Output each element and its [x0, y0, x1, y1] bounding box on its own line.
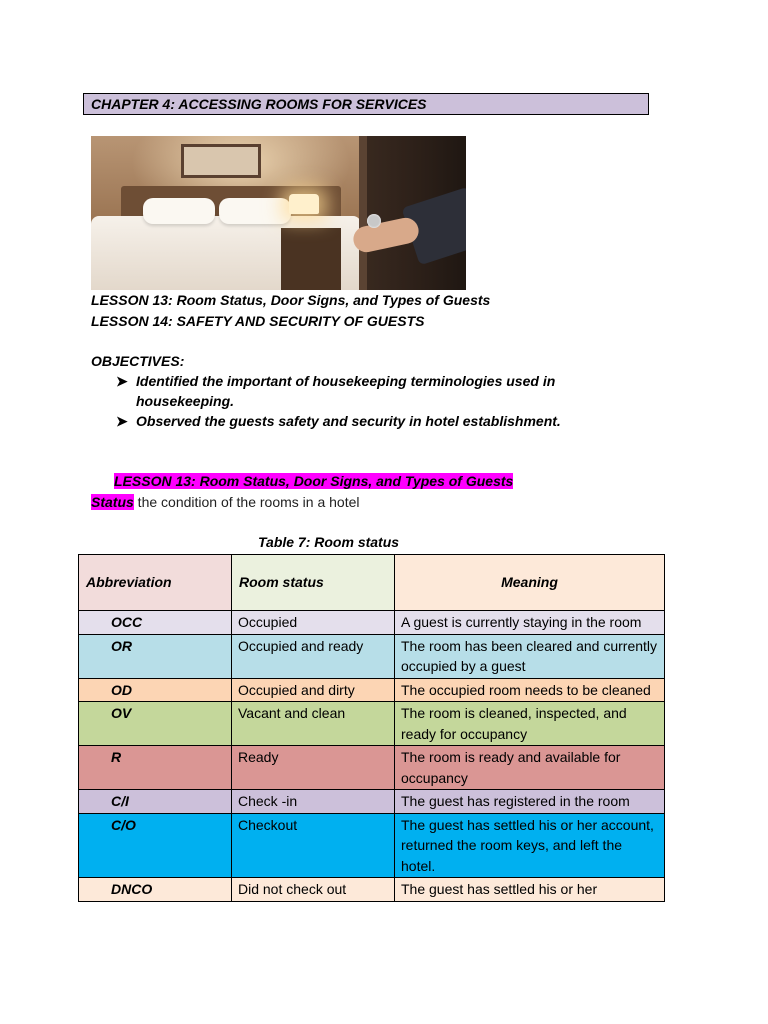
lesson-13-heading	[114, 471, 513, 491]
chapter-title: CHAPTER 4: ACCESSING ROOMS FOR SERVICES	[83, 93, 649, 115]
meaning-cell: The room is cleaned, inspected, and ready for occupancy	[395, 702, 665, 746]
table-row	[79, 678, 665, 702]
lesson-13-heading-text: LESSON 13: Room Status, Door Signs, and Types of Guests	[114, 473, 514, 489]
room-status-cell: Check -in	[232, 790, 395, 814]
arrowhead-bullet-icon: ➤	[116, 413, 128, 429]
abbreviation-cell: R	[79, 746, 232, 790]
table-caption: Table 7: Room status	[258, 534, 400, 550]
room-status-cell: Occupied	[232, 611, 395, 635]
door-handle	[367, 214, 381, 228]
table-row	[79, 746, 665, 790]
meaning-cell: The room has been cleared and currently occupied by a guest	[395, 634, 665, 678]
objectives-heading: OBJECTIVES:	[91, 353, 185, 369]
room-status-cell: Occupied and dirty	[232, 678, 395, 702]
lesson-14-title: LESSON 14: SAFETY AND SECURITY OF GUESTS	[91, 313, 425, 329]
table-row	[79, 611, 665, 635]
abbreviation-cell: OR	[79, 634, 232, 678]
room-status-cell: Checkout	[232, 813, 395, 878]
wall-picture	[181, 144, 261, 178]
meaning-cell: The guest has settled his or her account, returned the room keys, and left the hotel.	[395, 813, 665, 878]
table-row	[79, 790, 665, 814]
objective-text: Observed the guests safety and security in hotel establishment.	[136, 413, 561, 429]
table-header-row	[79, 555, 665, 611]
room-status-cell: Ready	[232, 746, 395, 790]
table-row	[79, 878, 665, 902]
table-row	[79, 634, 665, 678]
meaning-cell: The room is ready and available for occupancy	[395, 746, 665, 790]
lesson-13-title: LESSON 13: Room Status, Door Signs, and Types of Guests	[91, 292, 491, 308]
room-status-cell: Did not check out	[232, 878, 395, 902]
status-definition-text: the condition of the rooms in a hotel	[133, 494, 360, 510]
meaning-cell: The guest has registered in the room	[395, 790, 665, 814]
table-row	[79, 702, 665, 746]
header-abbreviation: Abbreviation	[79, 555, 232, 611]
objective-text: Identified the important of housekeeping terminologies used in housekeeping.	[136, 373, 556, 409]
table-body	[79, 611, 665, 902]
hotel-room-door-photo	[91, 136, 466, 290]
abbreviation-cell: OV	[79, 702, 232, 746]
meaning-cell: A guest is currently staying in the room	[395, 611, 665, 635]
status-term: Status	[91, 494, 134, 510]
abbreviation-cell: OCC	[79, 611, 232, 635]
header-room-status: Room status	[232, 555, 395, 611]
abbreviation-cell: OD	[79, 678, 232, 702]
meaning-cell: The guest has settled his or her	[395, 878, 665, 902]
arrowhead-bullet-icon: ➤	[116, 373, 128, 389]
room-status-table	[78, 554, 665, 902]
abbreviation-cell: C/O	[79, 813, 232, 878]
status-definition	[91, 492, 360, 512]
abbreviation-cell: C/I	[79, 790, 232, 814]
room-status-cell: Occupied and ready	[232, 634, 395, 678]
header-meaning: Meaning	[395, 555, 665, 611]
lamp	[289, 194, 319, 214]
table-row	[79, 813, 665, 878]
abbreviation-cell: DNCO	[79, 878, 232, 902]
room-status-cell: Vacant and clean	[232, 702, 395, 746]
objective-item	[116, 371, 616, 411]
objective-item	[116, 411, 616, 431]
meaning-cell: The occupied room needs to be cleaned	[395, 678, 665, 702]
